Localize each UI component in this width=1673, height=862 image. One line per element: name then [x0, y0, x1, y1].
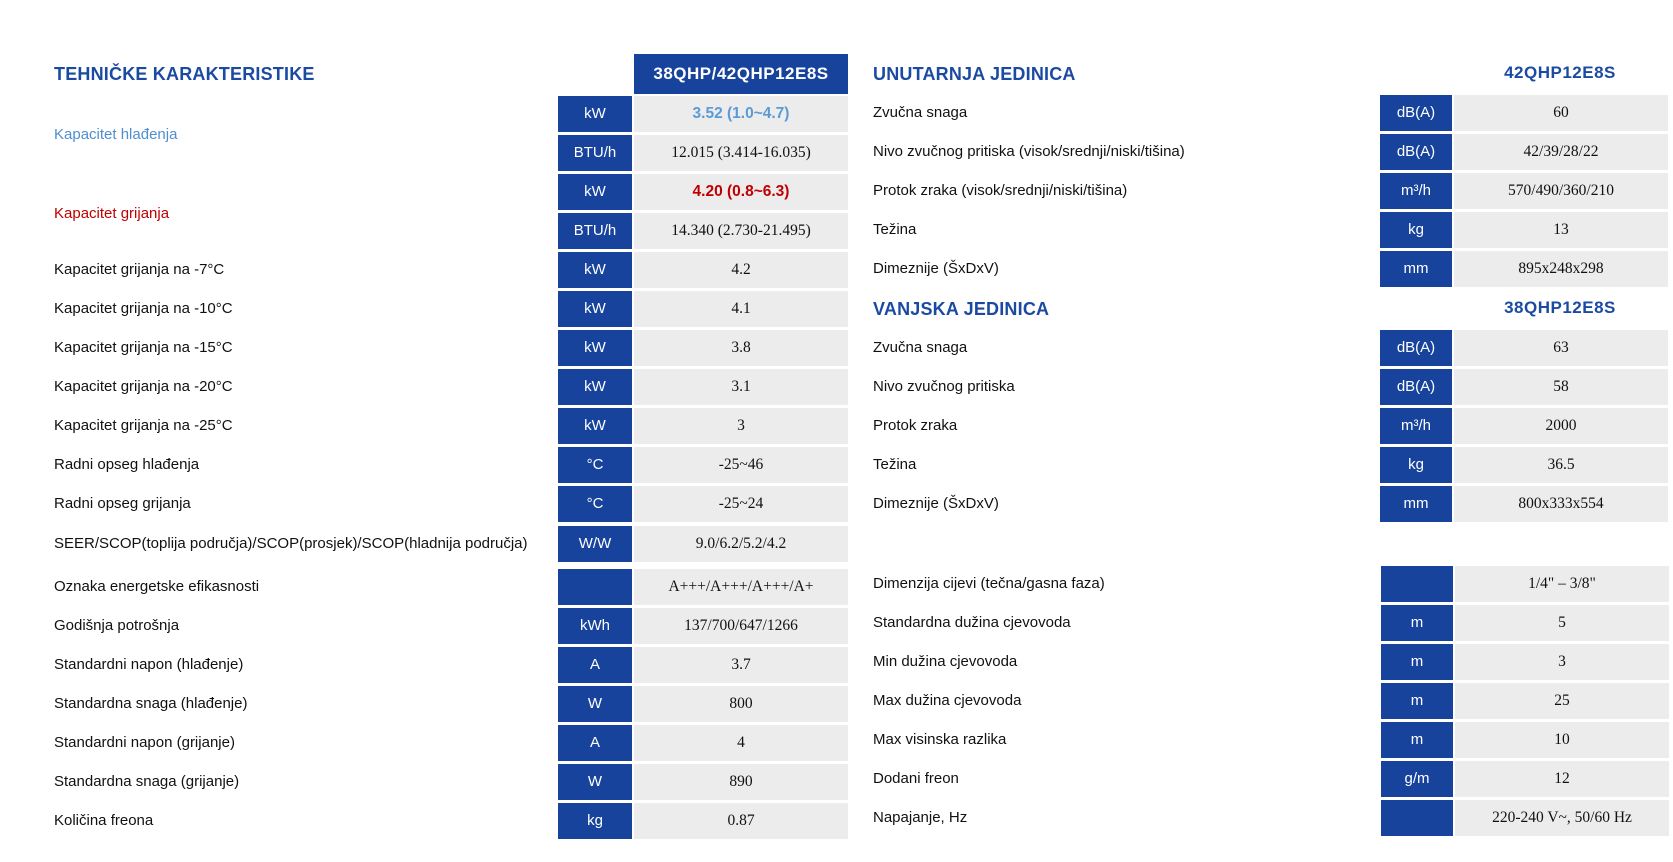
- cooling-unit-btu: BTU/h: [558, 135, 632, 171]
- indoor-row-label: Zvučna snaga: [873, 104, 968, 121]
- left-row-value: 9.0/6.2/5.2/4.2: [634, 526, 848, 562]
- left-row-value: 3.8: [634, 330, 848, 366]
- indoor-row-unit: dB(A): [1380, 95, 1452, 131]
- cooling-capacity-label: Kapacitet hlađenja: [54, 126, 178, 143]
- indoor-row-value: 570/490/360/210: [1454, 173, 1668, 209]
- cooling-value-kw: 3.52 (1.0~4.7): [634, 96, 848, 132]
- indoor-row-label: Dimeznije (ŠxDxV): [873, 260, 999, 277]
- piping-row-unit: [1381, 800, 1453, 836]
- piping-row-value: 3: [1455, 644, 1669, 680]
- left-row-label: Standardna snaga (grijanje): [54, 773, 240, 790]
- left-row-unit: kW: [558, 330, 632, 366]
- piping-row-value: 12: [1455, 761, 1669, 797]
- left-row-value: 800: [634, 686, 848, 722]
- left-row-label: Kapacitet grijanja na -20°C: [54, 378, 233, 395]
- piping-row-unit: m: [1381, 644, 1453, 680]
- left-row-label: Godišnja potrošnja: [54, 617, 180, 634]
- outdoor-row-label: Dimeznije (ŠxDxV): [873, 495, 999, 512]
- left-row-value: 3: [634, 408, 848, 444]
- left-row-unit: kW: [558, 369, 632, 405]
- outdoor-row-value: 800x333x554: [1454, 486, 1668, 522]
- piping-row-label: Napajanje, Hz: [873, 809, 968, 826]
- indoor-row-unit: kg: [1380, 212, 1452, 248]
- indoor-row-unit: dB(A): [1380, 134, 1452, 170]
- heating-value-kw: 4.20 (0.8~6.3): [634, 174, 848, 210]
- left-model-header: 38QHP/42QHP12E8S: [634, 54, 848, 94]
- left-row-unit: W: [558, 686, 632, 722]
- outdoor-row-label: Težina: [873, 456, 917, 473]
- left-row-unit: °C: [558, 447, 632, 483]
- piping-row-unit: [1381, 566, 1453, 602]
- indoor-row-value: 13: [1454, 212, 1668, 248]
- piping-row-label: Max dužina cjevovoda: [873, 692, 1022, 709]
- piping-row-value: 1/4" – 3/8": [1455, 566, 1669, 602]
- outdoor-row-label: Zvučna snaga: [873, 339, 968, 356]
- piping-row-unit: g/m: [1381, 761, 1453, 797]
- left-row-unit: °C: [558, 486, 632, 522]
- piping-row-label: Dimenzija cijevi (tečna/gasna faza): [873, 575, 1105, 592]
- left-row-unit: kW: [558, 408, 632, 444]
- indoor-row-unit: m³/h: [1380, 173, 1452, 209]
- left-row-unit: A: [558, 725, 632, 761]
- left-row-value: 0.87: [634, 803, 848, 839]
- heating-unit-btu: BTU/h: [558, 213, 632, 249]
- piping-row-unit: m: [1381, 683, 1453, 719]
- outdoor-row-unit: mm: [1380, 486, 1452, 522]
- left-row-value: 4.1: [634, 291, 848, 327]
- left-title: TEHNIČKE KARAKTERISTIKE: [54, 64, 315, 84]
- left-row-label: Standardni napon (grijanje): [54, 734, 235, 751]
- piping-row-value: 25: [1455, 683, 1669, 719]
- piping-row-label: Standardna dužina cjevovoda: [873, 614, 1071, 631]
- piping-row-value: 10: [1455, 722, 1669, 758]
- left-row-label: Radni opseg hlađenja: [54, 456, 200, 473]
- outdoor-row-value: 63: [1454, 330, 1668, 366]
- left-row-value: -25~46: [634, 447, 848, 483]
- left-row-unit: [558, 569, 632, 605]
- left-row-unit: A: [558, 647, 632, 683]
- left-row-unit: kWh: [558, 608, 632, 644]
- piping-row-label: Min dužina cjevovoda: [873, 653, 1018, 670]
- left-row-value: 4: [634, 725, 848, 761]
- outdoor-row-unit: dB(A): [1380, 330, 1452, 366]
- left-row-value: 137/700/647/1266: [634, 608, 848, 644]
- outdoor-row-unit: m³/h: [1380, 408, 1452, 444]
- left-row-label: Oznaka energetske efikasnosti: [54, 578, 260, 595]
- outdoor-row-unit: dB(A): [1380, 369, 1452, 405]
- left-row-value: 890: [634, 764, 848, 800]
- left-row-label: Kapacitet grijanja na -25°C: [54, 417, 233, 434]
- cooling-unit-kw: kW: [558, 96, 632, 132]
- outdoor-title: VANJSKA JEDINICA: [873, 299, 1050, 319]
- left-row-label: Kapacitet grijanja na -10°C: [54, 300, 233, 317]
- left-row-label: Kapacitet grijanja na -7°C: [54, 261, 225, 278]
- indoor-row-label: Protok zraka (visok/srednji/niski/tišina): [873, 182, 1128, 199]
- left-row-label: Standardna snaga (hlađenje): [54, 695, 248, 712]
- left-row-value: -25~24: [634, 486, 848, 522]
- left-row-value: 3.1: [634, 369, 848, 405]
- indoor-row-value: 895x248x298: [1454, 251, 1668, 287]
- indoor-model-header: 42QHP12E8S: [1504, 63, 1616, 82]
- heating-capacity-label: Kapacitet grijanja: [54, 205, 170, 222]
- outdoor-row-label: Nivo zvučnog pritiska: [873, 378, 1015, 395]
- piping-row-unit: m: [1381, 722, 1453, 758]
- left-row-label: Standardni napon (hlađenje): [54, 656, 244, 673]
- left-row-value: 4.2: [634, 252, 848, 288]
- piping-row-value: 5: [1455, 605, 1669, 641]
- piping-row-unit: m: [1381, 605, 1453, 641]
- indoor-row-label: Nivo zvučnog pritiska (visok/srednji/niski/tišina): [873, 143, 1185, 160]
- left-row-label: Količina freona: [54, 812, 154, 829]
- left-row-unit: kW: [558, 291, 632, 327]
- indoor-row-unit: mm: [1380, 251, 1452, 287]
- heating-value-btu: 14.340 (2.730-21.495): [634, 213, 848, 249]
- outdoor-row-label: Protok zraka: [873, 417, 958, 434]
- piping-row-value: 220-240 V~, 50/60 Hz: [1455, 800, 1669, 836]
- left-row-unit: kW: [558, 252, 632, 288]
- outdoor-row-value: 2000: [1454, 408, 1668, 444]
- outdoor-model-header: 38QHP12E8S: [1504, 298, 1616, 317]
- outdoor-row-value: 36.5: [1454, 447, 1668, 483]
- heating-unit-kw: kW: [558, 174, 632, 210]
- indoor-row-label: Težina: [873, 221, 917, 238]
- left-row-unit: W/W: [558, 526, 632, 562]
- left-row-unit: W: [558, 764, 632, 800]
- left-row-value: A+++/A+++/A+++/A+: [634, 569, 848, 605]
- outdoor-row-unit: kg: [1380, 447, 1452, 483]
- left-row-unit: kg: [558, 803, 632, 839]
- indoor-title: UNUTARNJA JEDINICA: [873, 64, 1076, 84]
- cooling-value-btu: 12.015 (3.414-16.035): [634, 135, 848, 171]
- indoor-row-value: 60: [1454, 95, 1668, 131]
- left-row-label: Kapacitet grijanja na -15°C: [54, 339, 233, 356]
- indoor-row-value: 42/39/28/22: [1454, 134, 1668, 170]
- outdoor-row-value: 58: [1454, 369, 1668, 405]
- left-row-value: 3.7: [634, 647, 848, 683]
- left-row-label: SEER/SCOP(toplija područja)/SCOP(prosjek)/SCOP(hladnija područja): [54, 535, 528, 552]
- piping-row-label: Dodani freon: [873, 770, 959, 787]
- piping-row-label: Max visinska razlika: [873, 731, 1007, 748]
- left-row-label: Radni opseg grijanja: [54, 495, 191, 512]
